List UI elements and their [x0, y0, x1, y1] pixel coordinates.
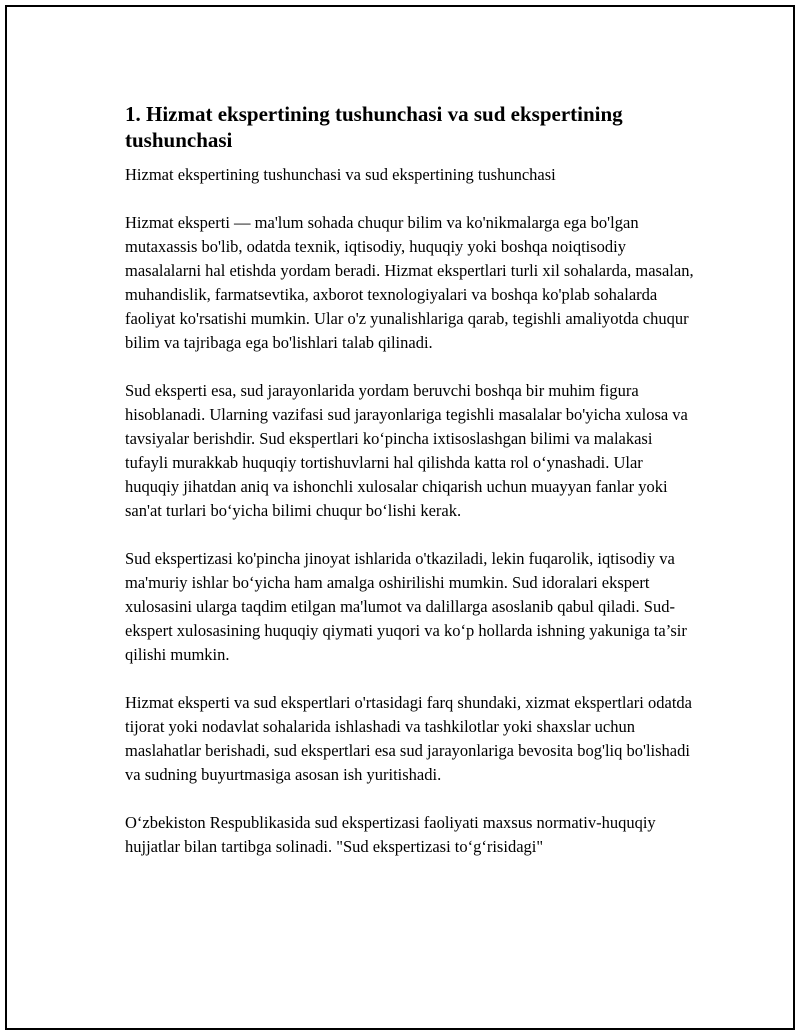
paragraph-court-expertise: Sud ekspertizasi ko'pincha jinoyat ishlarida o'tkaziladi, lekin fuqarolik, iqtisodiy va ma'muriy ishlar bo‘yicha ham amalga oshirilishi mumkin. Sud idoralari ekspert xulosasini ularga taqdim etilgan ma'lumot va dalillarga asoslanib qabul qiladi. Sud-ekspert xulosasining huquqiy qiymati yuqori va ko‘p hollarda ishning yakuniga ta’sir qilishi mumkin.	[125, 549, 687, 664]
section-subtitle: Hizmat ekspertining tushunchasi va sud ekspertining tushunchasi	[125, 165, 556, 184]
paragraph-regulation: O‘zbekiston Respublikasida sud ekspertizasi faoliyati maxsus normativ-huquqiy hujjatlar bilan tartibga solinadi. "Sud ekspertizasi to‘g‘risidagi"	[125, 813, 656, 856]
paragraph-court-expert: Sud eksperti esa, sud jarayonlarida yordam beruvchi boshqa bir muhim figura hisoblanadi. Ularning vazifasi sud jarayonlariga tegishli masalalar bo'yicha xulosa va tavsiyalar berishdir. Sud ekspertlari ko‘pincha ixtisoslashgan bilimi va malakasi tufayli murakkab huquqiy tortishuvlarni hal qilishda katta rol o‘ynashadi. Ular huquqiy jihatdan aniq va ishonchli xulosalar chiqarish uchun muayyan fanlar yoki san'at turlari bo‘yicha bilimi chuqur bo‘lishi kerak.	[125, 381, 688, 520]
paragraph-difference: Hizmat eksperti va sud ekspertlari o'rtasidagi farq shundaki, xizmat ekspertlari odatda tijorat yoki nodavlat sohalarida ishlashadi va tashkilotlar yoki shaxslar uchun maslahatlar berishadi, sud ekspertlari esa sud jarayonlariga bevosita bog'liq bo'lishadi va sudning buyurtmasiga asosan ish yuritishadi.	[125, 693, 692, 784]
paragraph-service-expert: Hizmat eksperti — ma'lum sohada chuqur bilim va ko'nikmalarga ega bo'lgan mutaxassis bo'lib, odatda texnik, iqtisodiy, huquqiy yoki boshqa noiqtisodiy masalalarni hal etishda yordam beradi. Hizmat ekspertlari turli xil sohalarda, masalan, muhandislik, farmatsevtika, axborot texnologiyalari va boshqa ko'plab sohalarda faoliyat ko'rsatishi mumkin. Ular o'z yunalishlariga qarab, tegishli amaliyotda chuqur bilim va tajribaga ega bo'lishlari talab qilinadi.	[125, 213, 694, 352]
section-heading: 1. Hizmat ekspertining tushunchasi va sud ekspertining tushunchasi	[125, 102, 623, 152]
document-body	[125, 101, 695, 883]
page-frame	[5, 5, 795, 1030]
